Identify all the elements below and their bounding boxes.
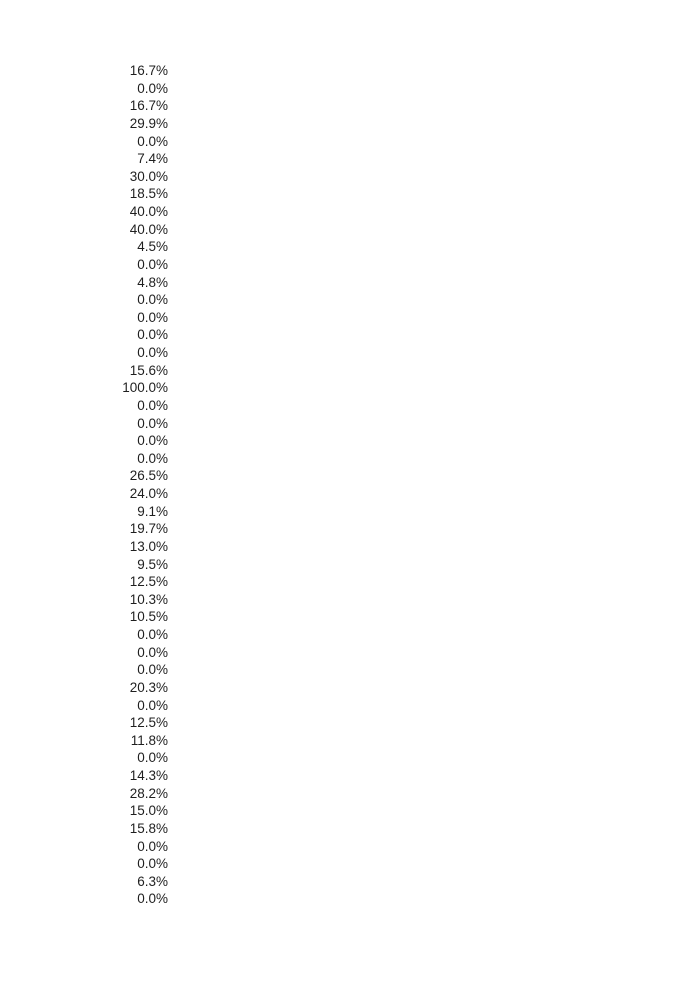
percentage-value: 19.7% xyxy=(129,521,168,537)
percentage-value: 0.0% xyxy=(137,256,168,272)
percentage-value: 0.0% xyxy=(137,433,168,449)
percentage-value: 0.0% xyxy=(137,450,168,466)
percentage-value: 0.0% xyxy=(137,838,168,854)
percentage-value: 0.0% xyxy=(137,750,168,766)
percentage-value: 12.5% xyxy=(129,715,168,731)
percentage-value: 9.5% xyxy=(137,556,168,572)
percentage-value: 40.0% xyxy=(129,221,168,237)
percentage-value: 0.0% xyxy=(137,627,168,642)
percentage-value: 24.0% xyxy=(129,486,168,501)
percentage-value: 11.8% xyxy=(130,732,168,748)
percentage-value: 26.5% xyxy=(129,468,168,484)
percentage-value: 29.9% xyxy=(129,115,168,131)
percentage-value: 15.8% xyxy=(129,820,168,836)
percentage-value: 12.5% xyxy=(129,574,168,590)
percentage-value: 0.0% xyxy=(137,891,168,907)
percentage-value: 30.0% xyxy=(129,168,168,184)
percentage-values-column xyxy=(0,62,168,908)
percentage-value: 40.0% xyxy=(129,204,168,219)
percentage-value: 18.5% xyxy=(129,186,168,202)
percentage-value: 0.0% xyxy=(137,415,168,431)
percentage-value: 10.5% xyxy=(129,609,168,625)
percentage-value: 4.5% xyxy=(137,239,168,255)
percentage-value: 10.3% xyxy=(129,591,168,607)
percentage-value: 0.0% xyxy=(137,133,168,149)
percentage-value: 16.7% xyxy=(129,63,168,78)
percentage-value: 0.0% xyxy=(137,856,168,872)
percentage-value: 0.0% xyxy=(137,697,168,713)
percentage-value: 0.0% xyxy=(137,345,168,360)
percentage-value: 100.0% xyxy=(122,380,168,396)
percentage-value: 0.0% xyxy=(137,292,168,308)
percentage-value: 0.0% xyxy=(137,662,168,678)
percentage-value: 9.1% xyxy=(137,503,168,519)
percentage-value: 14.3% xyxy=(129,768,168,783)
percentage-value: 15.6% xyxy=(129,362,168,378)
percentage-value: 4.8% xyxy=(137,274,168,290)
percentage-value: 6.3% xyxy=(137,873,168,889)
percentage-value: 0.0% xyxy=(137,397,168,413)
percentage-value: 16.7% xyxy=(129,98,168,114)
percentage-value: 0.0% xyxy=(137,80,168,96)
percentage-value: 0.0% xyxy=(137,327,168,343)
percentage-value: 15.0% xyxy=(129,803,168,819)
percentage-value: 0.0% xyxy=(137,644,168,660)
percentage-value: 13.0% xyxy=(129,538,168,554)
percentage-value: 28.2% xyxy=(129,785,168,801)
percentage-value: 0.0% xyxy=(137,309,168,325)
percentage-value: 20.3% xyxy=(129,679,168,695)
percentage-value: 7.4% xyxy=(137,151,168,167)
